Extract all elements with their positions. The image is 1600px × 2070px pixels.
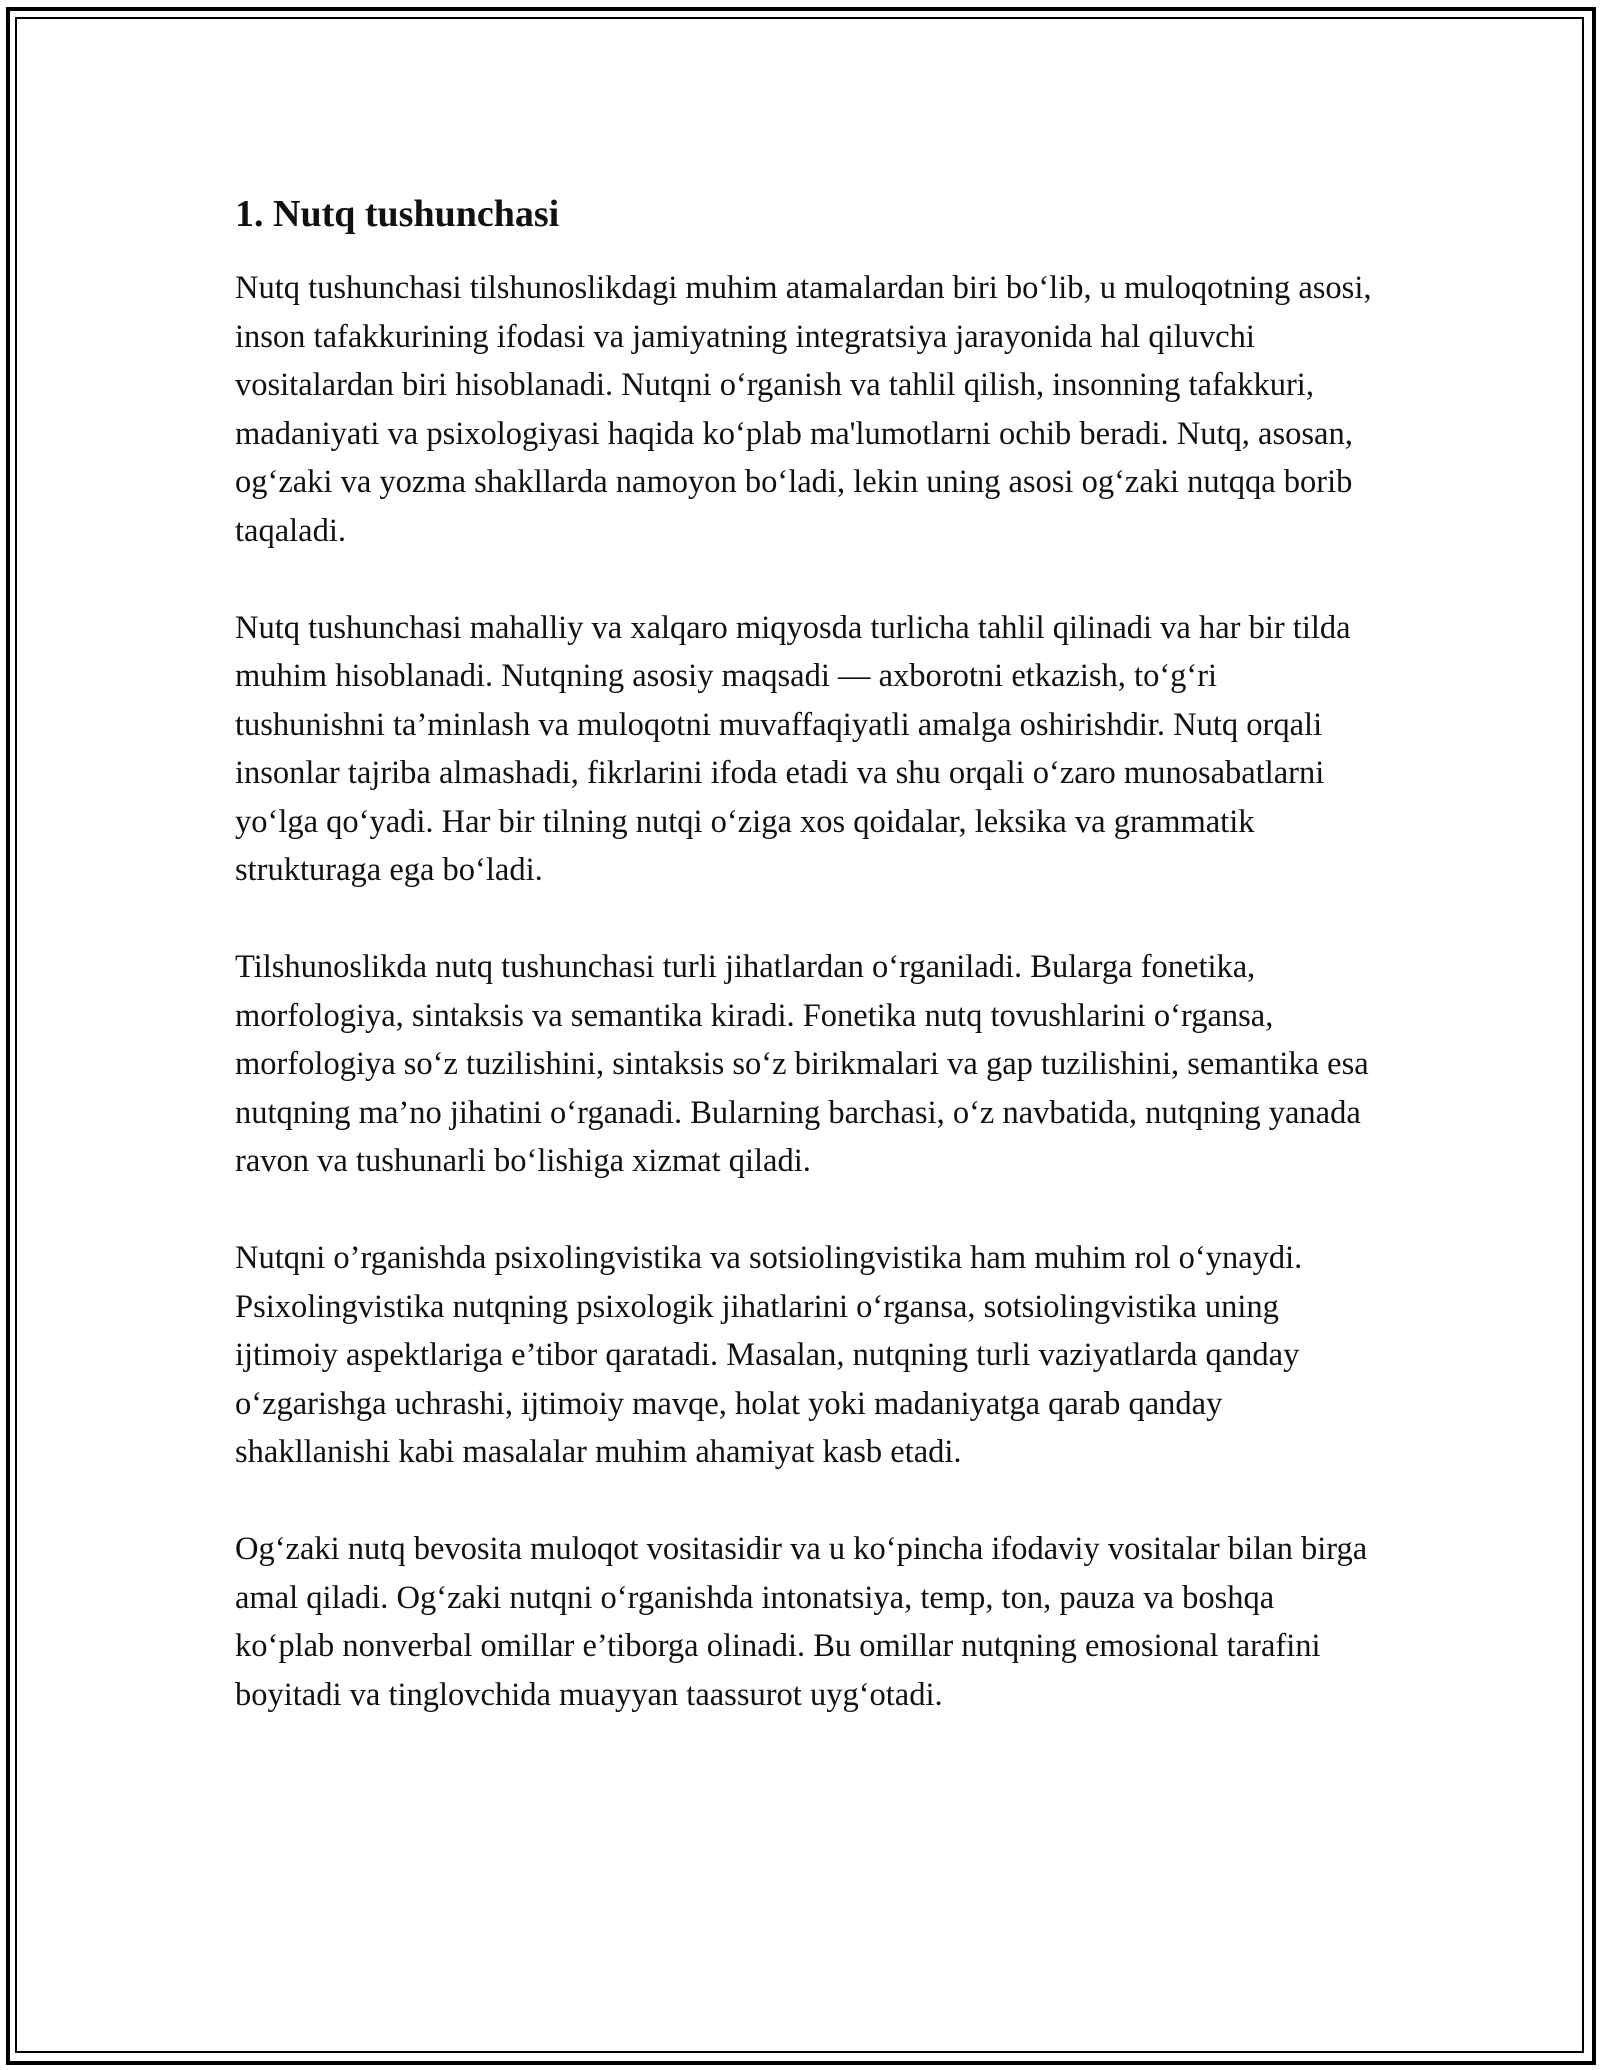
paragraph-3: Tilshunoslikda nutq tushunchasi turli jihatlardan o‘rganiladi. Bularga fonetika, morfologiya, sintaksis va semantika kiradi. Fonetika nutq tovushlarini o‘rgansa, morfologiya so‘z tuzilishini, sintaksis so‘z birikmalari va gap tuzilishini, semantika esa nutqning ma’no jihatini o‘rganadi. Bularning barchasi, o‘z navbatida, nutqning yanada ravon va tushunarli bo‘lishiga xizmat qiladi. [235, 949, 1369, 1179]
paragraph-2: Nutq tushunchasi mahalliy va xalqaro miqyosda turlicha tahlil qilinadi va har bir tilda muhim hisoblanadi. Nutqning asosiy maqsadi — axborotni etkazish, to‘g‘ri tushunishni ta’minlash va muloqotni muvaffaqiyatli amalga oshirishdir. Nutq orqali insonlar tajriba almashadi, fikrlarini ifoda etadi va shu orqali o‘zaro munosabatlarni yo‘lga qo‘yadi. Har bir tilning nutqi o‘ziga xos qoidalar, leksika va grammatik strukturaga ega bo‘ladi. [235, 609, 1351, 888]
paragraph-5: Og‘zaki nutq bevosita muloqot vositasidir va u ko‘pincha ifodaviy vositalar bilan birga amal qiladi. Og‘zaki nutqni o‘rganishda intonatsiya, temp, ton, pauza va boshqa ko‘plab nonverbal omillar e’tiborga olinadi. Bu omillar nutqning emosional tarafini boyitadi va tinglovchida muayyan taassurot uyg‘otadi. [235, 1531, 1368, 1713]
section-heading: 1. Nutq tushunchasi [235, 193, 560, 235]
document-body [235, 180, 1375, 1719]
paragraph-4: Nutqni o’rganishda psixolingvistika va sotsiolingvistika ham muhim rol o‘ynaydi. Psixolingvistika nutqning psixologik jihatlarini o‘rgansa, sotsiolingvistika uning ijtimoiy aspektlariga e’tibor qaratadi. Masalan, nutqning turli vaziyatlarda qanday o‘zgarishga uchrashi, ijtimoiy mavqe, holat yoki madaniyatga qarab qanday shakllanishi kabi masalalar muhim ahamiyat kasb etadi. [235, 1240, 1303, 1470]
paragraph-1: Nutq tushunchasi tilshunoslikdagi muhim atamalardan biri bo‘lib, u muloqotning asosi, inson tafakkurining ifodasi va jamiyatning integratsiya jarayonida hal qiluvchi vositalardan biri hisoblanadi. Nutqni o‘rganish va tahlil qilish, insonning tafakkuri, madaniyati va psixologiyasi haqida ko‘plab ma'lumotlarni ochib beradi. Nutq, asosan, og‘zaki va yozma shakllarda namoyon bo‘ladi, lekin uning asosi og‘zaki nutqqa borib taqaladi. [235, 270, 1372, 549]
